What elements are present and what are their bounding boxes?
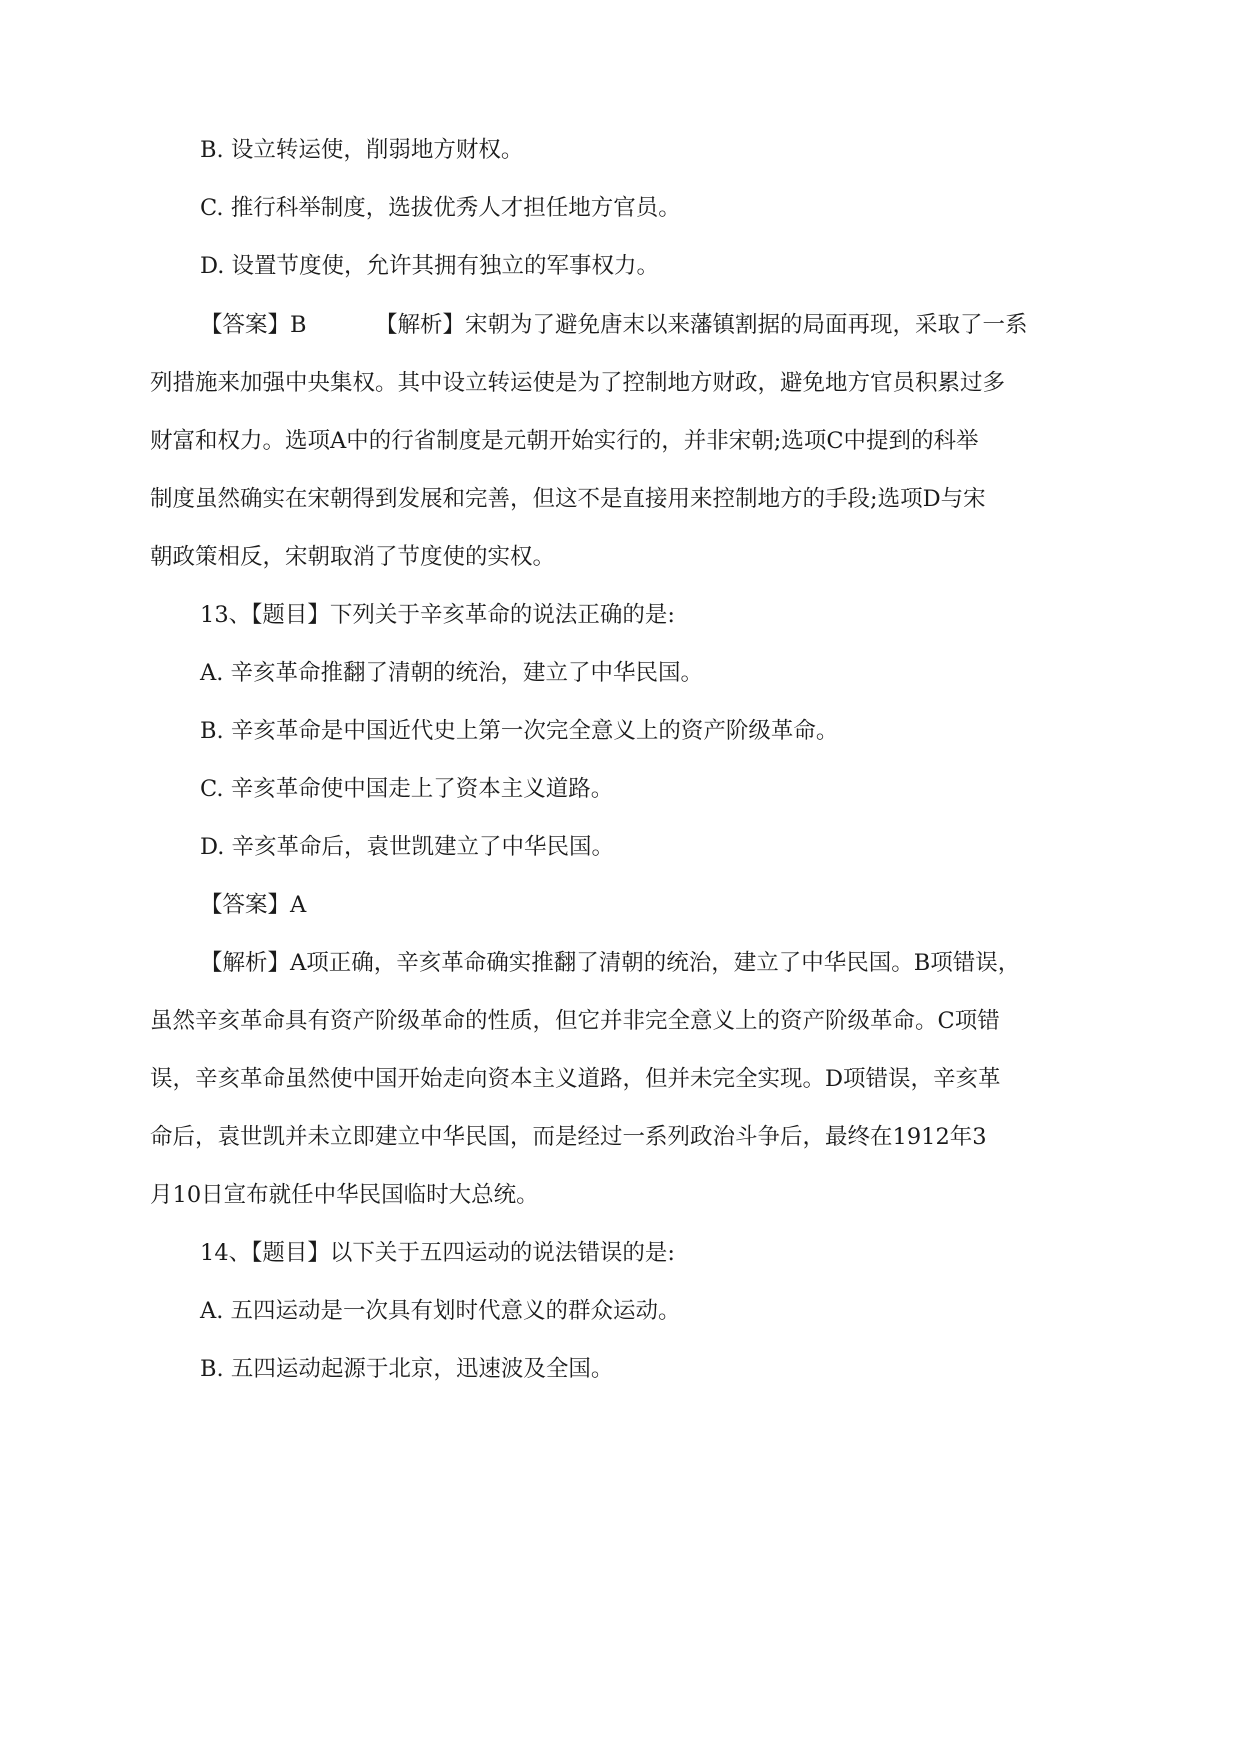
q14-option-a: A. 五四运动是一次具有划时代意义的群众运动。 [200, 1298, 681, 1324]
q12-option-c: C. 推行科举制度，选拔优秀人才担任地方官员。 [200, 195, 681, 221]
q13-option-b: B. 辛亥革命是中国近代史上第一次完全意义上的资产阶级革命。 [200, 718, 839, 744]
q13-explanation-line: 误，辛亥革命虽然使中国开始走向资本主义道路，但并未完全实现。D项错误，辛亥革 [150, 1066, 1001, 1092]
q12-option-b: B. 设立转运使，削弱地方财权。 [200, 137, 524, 163]
q13-answer: 【答案】A [200, 892, 307, 918]
q13-explanation-line: 命后，袁世凯并未立即建立中华民国，而是经过一系列政治斗争后，最终在1912年3 [150, 1124, 987, 1150]
q13-option-a: A. 辛亥革命推翻了清朝的统治，建立了中华民国。 [200, 660, 704, 686]
q13-option-d: D. 辛亥革命后，袁世凯建立了中华民国。 [200, 834, 615, 860]
q13-explanation-line: 月10日宣布就任中华民国临时大总统。 [150, 1182, 539, 1208]
q12-explanation-line: 朝政策相反，宋朝取消了节度使的实权。 [150, 544, 556, 570]
q12-explanation-line: 制度虽然确实在宋朝得到发展和完善，但这不是直接用来控制地方的手段;选项D与宋 [150, 486, 986, 512]
q13-option-c: C. 辛亥革命使中国走上了资本主义道路。 [200, 776, 614, 802]
q13-explanation-line: 【解析】A项正确，辛亥革命确实推翻了清朝的统治，建立了中华民国。B项错误， [200, 950, 1021, 976]
q13-question: 13、【题目】下列关于辛亥革命的说法正确的是: [200, 602, 675, 628]
q13-explanation-line: 虽然辛亥革命具有资产阶级革命的性质，但它并非完全意义上的资产阶级革命。C项错 [150, 1008, 1000, 1034]
q12-explanation-line: 列措施来加强中央集权。其中设立转运使是为了控制地方财政，避免地方官员积累过多 [150, 370, 1006, 396]
q14-option-b: B. 五四运动起源于北京，迅速波及全国。 [200, 1356, 614, 1382]
q12-answer-label: 【答案】B [200, 312, 307, 338]
q12-explanation-line: 【解析】宋朝为了避免唐末以来藩镇割据的局面再现，采取了一系 [375, 312, 1028, 338]
q12-option-d: D. 设置节度使，允许其拥有独立的军事权力。 [200, 253, 660, 279]
q14-question: 14、【题目】以下关于五四运动的说法错误的是: [200, 1240, 675, 1266]
q12-explanation-line: 财富和权力。选项A中的行省制度是元朝开始实行的，并非宋朝;选项C中提到的科举 [150, 428, 979, 454]
